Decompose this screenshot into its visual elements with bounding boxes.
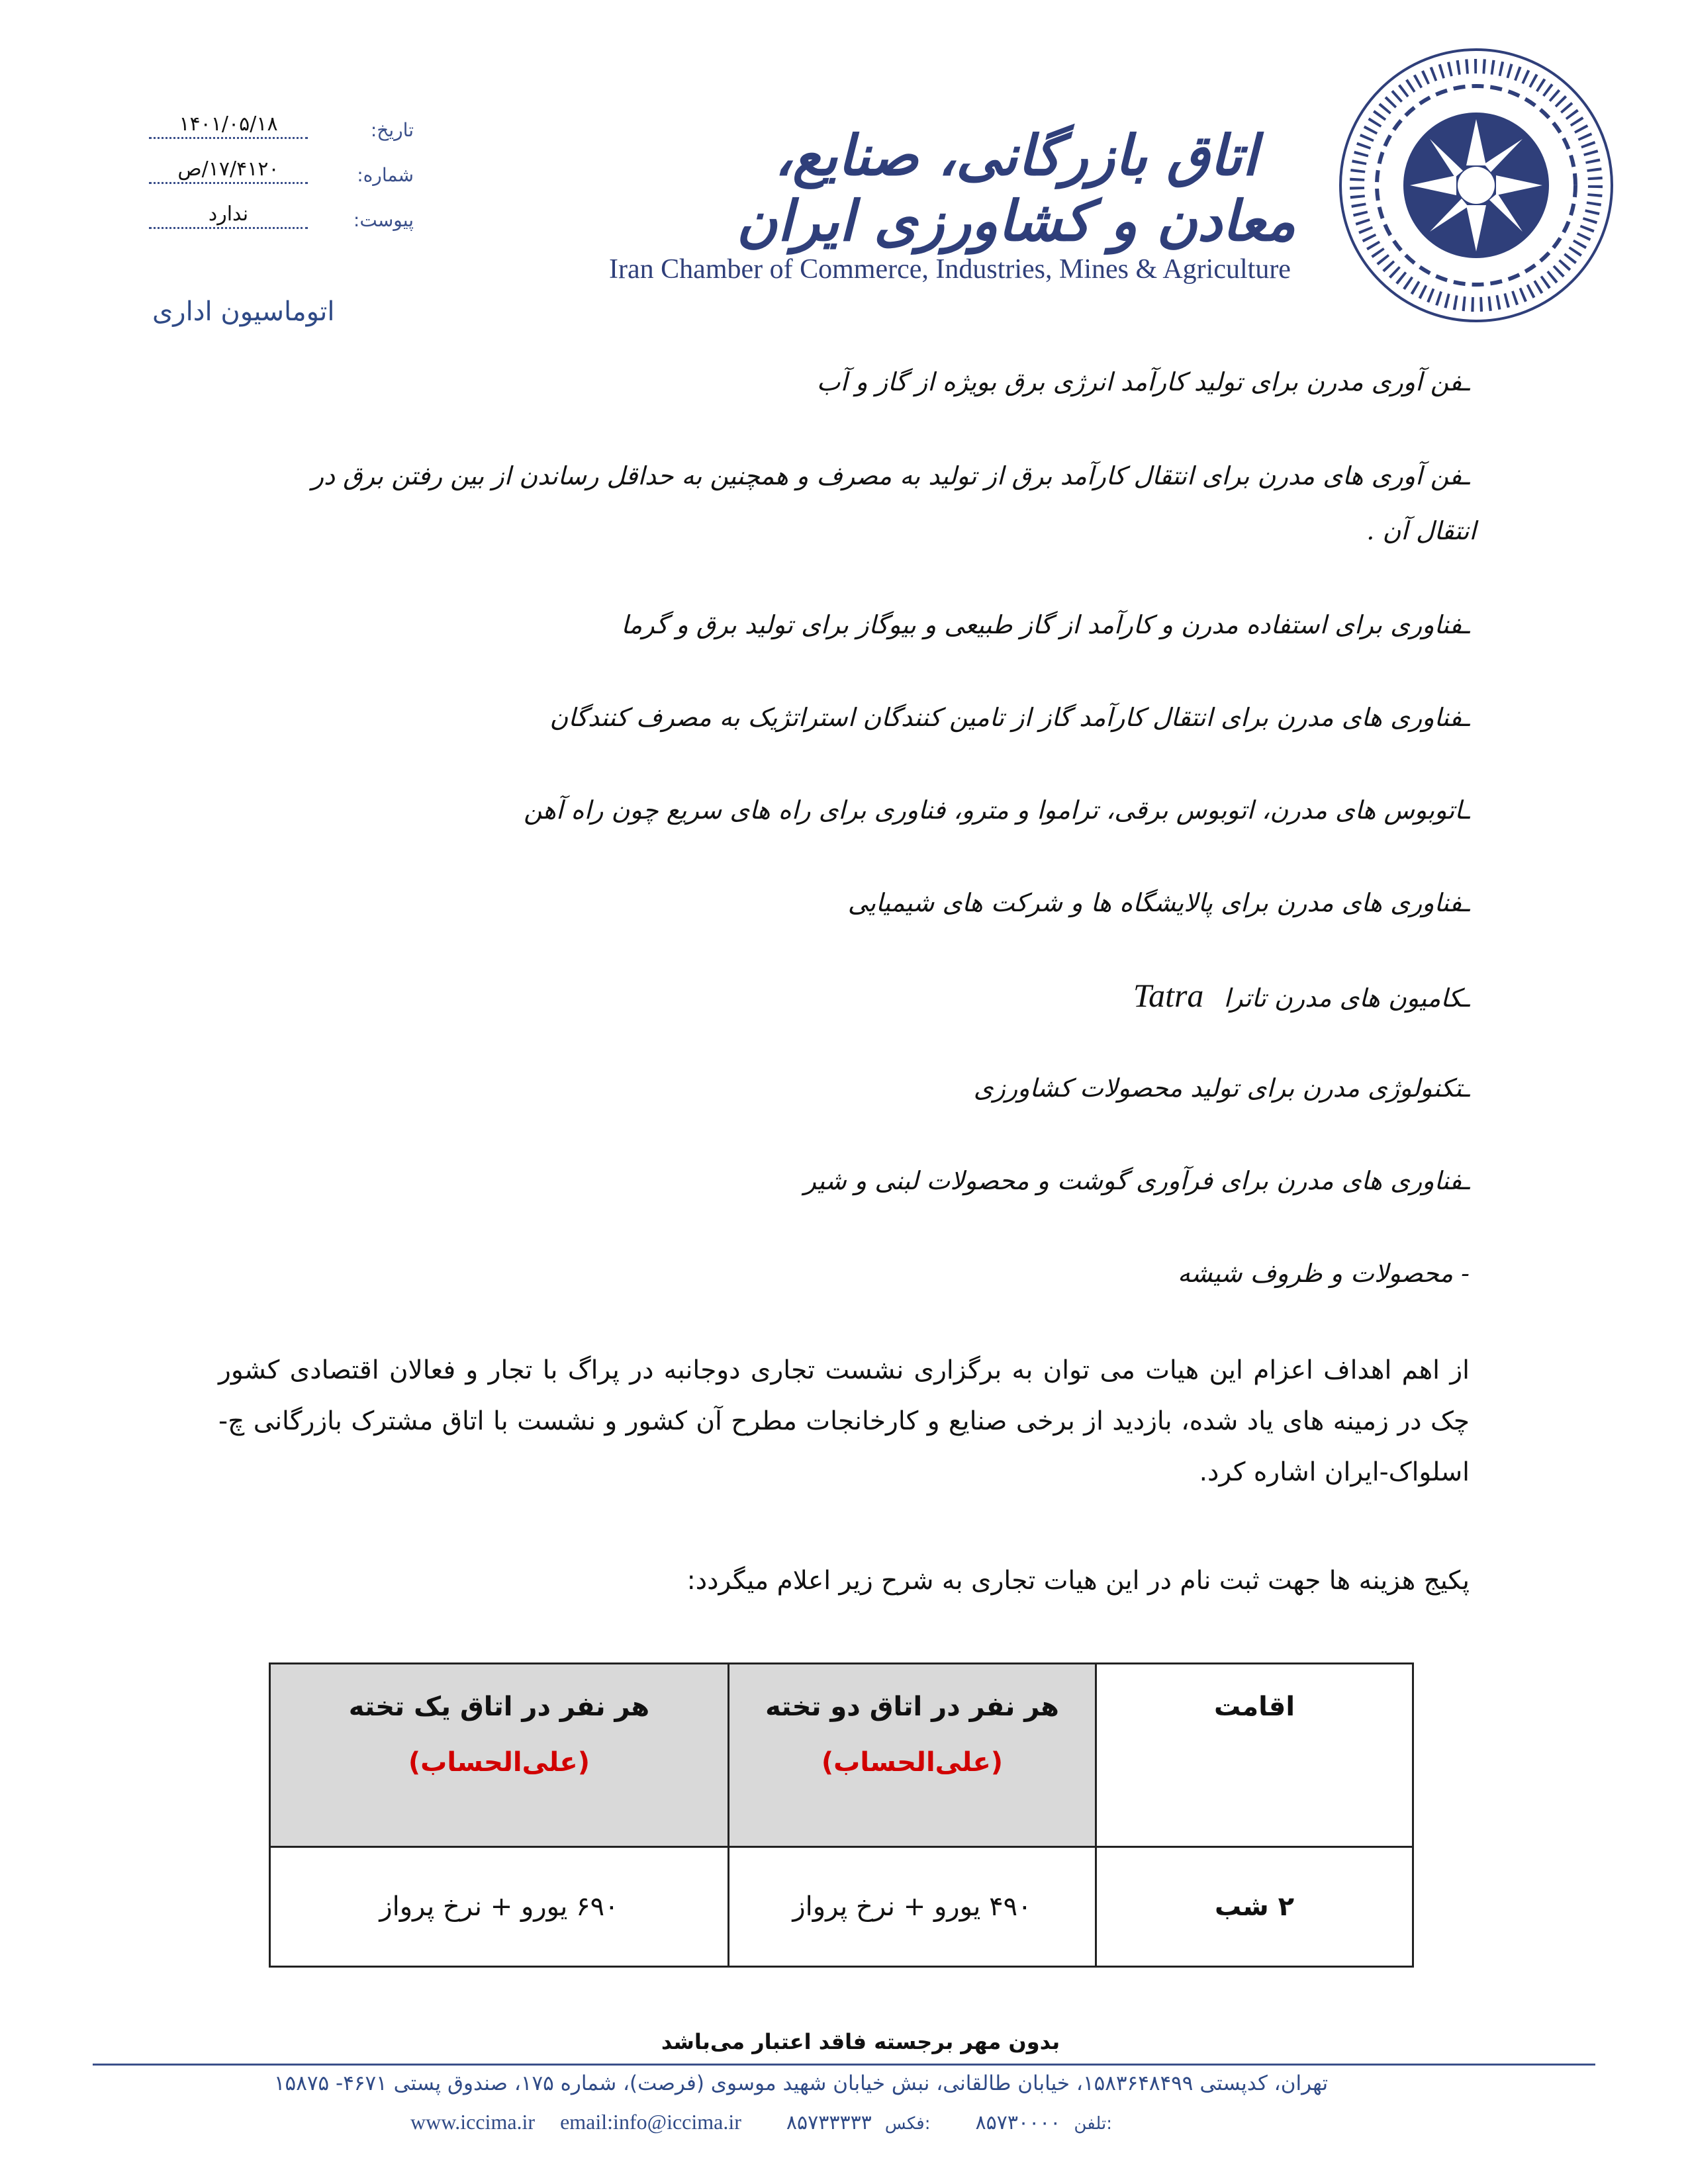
email-link[interactable]: email:info@iccima.ir [560, 2110, 741, 2134]
org-name-fa: اتاق بازرگانی، صنایع، معادن و کشاورزی ایران [736, 122, 1296, 253]
attachment-label: پیوست: [353, 209, 414, 231]
list-item: ـفناوری برای استفاده مدرن و کارآمد از گاز طبیعی و بیوگاز برای تولید برق و گرما [621, 610, 1470, 639]
date-value: ۱۴۰۱/۰۵/۱۸ [149, 113, 308, 139]
website-link[interactable]: www.iccima.ir [410, 2110, 536, 2134]
list-item: انتقال آن . [1366, 516, 1476, 545]
table-header-row [270, 1664, 1413, 1847]
tentative-note: (علی‌الحساب) [408, 1747, 590, 1778]
col-double-header [728, 1664, 1096, 1847]
col-stay-label: اقامت [1214, 1692, 1295, 1722]
list-item: - محصولات و ظروف شیشه [1178, 1259, 1470, 1288]
list-item: ـفناوری های مدرن برای فرآوری گوشت و محصولات لبنی و شیر [804, 1166, 1470, 1195]
col-double-label: هر نفر در اتاق دو تخته [765, 1692, 1059, 1722]
col-single-header [270, 1664, 729, 1847]
goals-paragraph: از اهم اهداف اعزام این هیات می توان به برگزاری نشست تجاری دوجانبه در پراگ با تجار و فعالان اقتصادی کشور چک در زمینه های یاد شده، بازدید از برخی صنایع و کارخانجات مطرح آن کشور و نشست با اتاق مشترک بازرگانی چ-اسلواک-ایران اشاره کرد. [218, 1355, 1470, 1487]
date-row [142, 113, 414, 152]
list-item: ـاتوبوس های مدرن، اتوبوس برقی، تراموا و مترو، فناوری برای راه های سریع چون راه آهن [524, 796, 1470, 825]
fax-label: فکس: [884, 2114, 931, 2134]
list-item: ـفن آوری مدرن برای تولید کارآمد انرژی برق بویژه از گاز و آب [816, 367, 1470, 396]
org-name-en: Iran Chamber of Commerce, Industries, Mines & Agriculture [609, 254, 1291, 285]
date-label: تاریخ: [370, 119, 414, 141]
number-value: ۱۷/۴۱۲۰/ص [149, 158, 308, 184]
list-item: ـفن آوری های مدرن برای انتقال کارآمد برق از تولید به مصرف و همچنین به حداقل رساندن از بین رفتن برق در [311, 461, 1470, 490]
price-table [269, 1662, 1414, 1968]
col-single-label: هر نفر در اتاق یک تخته [348, 1692, 650, 1722]
row-stay-cell: ۲ شب [1096, 1847, 1413, 1967]
tatra-item-text: ـکامیون های مدرن تاترا [1223, 983, 1470, 1013]
attachment-row [142, 203, 414, 242]
footer-contacts [410, 2110, 1205, 2134]
list-item: ـتکنولوژی مدرن برای تولید محصولات کشاورزی [973, 1073, 1470, 1103]
col-stay-header [1096, 1664, 1413, 1847]
department-label: اتوماسیون اداری [152, 296, 335, 327]
tatra-latin: Tatra [1133, 977, 1204, 1014]
package-paragraph: پکیج هزینه ها جهت ثبت نام در این هیات تجاری به شرح زیر اعلام میگردد: [686, 1566, 1470, 1596]
list-item: ـفناوری های مدرن برای پالایشگاه ها و شرکت های شیمیایی [847, 888, 1470, 917]
number-label: شماره: [357, 164, 414, 186]
row-double-cell: ۴۹۰ یورو + نرخ پرواز [728, 1847, 1096, 1967]
fax-value: ۸۵۷۳۳۳۳۳ [786, 2111, 872, 2134]
stamp-note: بدون مهر برجسته فاقد اعتبار می‌باشد [661, 2029, 1060, 2054]
number-row [142, 158, 414, 197]
chamber-logo [1337, 46, 1615, 324]
table-row [270, 1847, 1413, 1967]
attachment-value: ندارد [149, 203, 308, 229]
list-item: ـفناوری های مدرن برای انتقال کارآمد گاز از تامین کنندگان استراتژیک به مصرف کنندگان [549, 703, 1470, 732]
footer-divider [93, 2064, 1595, 2066]
phone-label: تلفن: [1074, 2114, 1112, 2134]
tentative-note: (علی‌الحساب) [821, 1747, 1004, 1778]
list-item [212, 976, 1470, 1017]
phone-value: ۸۵۷۳۰۰۰۰ [975, 2111, 1061, 2134]
row-single-cell: ۶۹۰ یورو + نرخ پرواز [270, 1847, 729, 1967]
footer-address: تهران، کدپستی ۱۵۸۳۶۴۸۴۹۹، خیابان طالقانی، نبش خیابان شهید موسوی (فرصت)، شماره ۱۷۵، صندوق پستی ۴۶۷۱- ۱۵۸۷۵ [273, 2071, 1329, 2095]
